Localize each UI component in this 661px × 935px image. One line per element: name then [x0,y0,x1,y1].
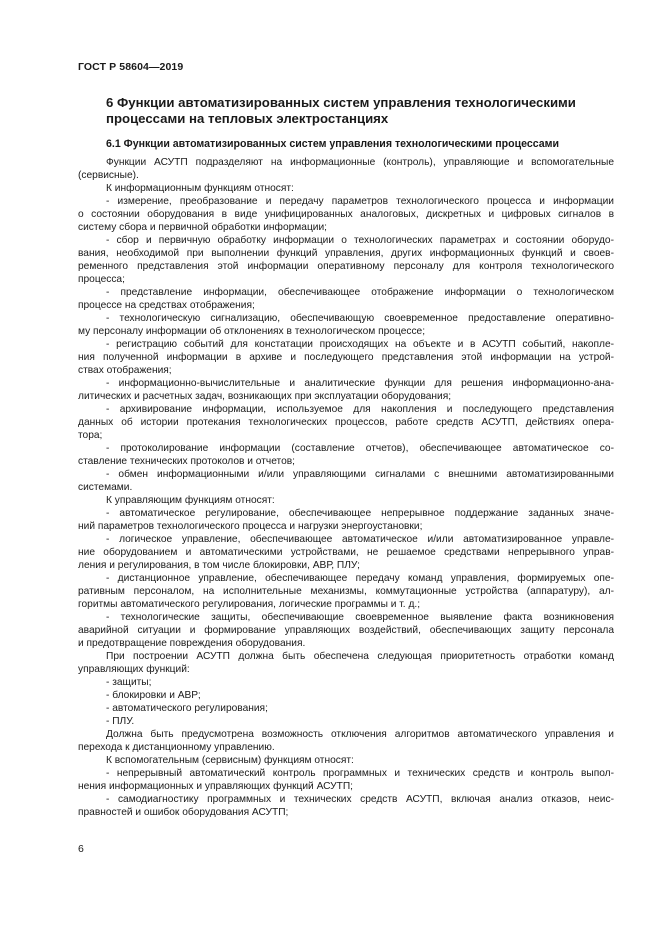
body-text-line: му персоналу информации об отклонениях в технологическом процессе; [78,326,426,337]
body-text-line: - автоматического регулирования; [106,703,268,714]
body-text-line: ния полученной информации в архиве и последующего представления этой информации на устрой- [78,352,614,363]
body-text-line: - представление информации, обеспечивающее отображение информации о технологическом [106,287,614,298]
body-text-line: - дистанционное управление, обеспечивающее передачу команд управления, формируемых опе- [106,573,614,584]
body-text-line: - самодиагностику программных и технических средств АСУТП, включая анализ отказов, неис- [106,794,614,805]
body-text-line: - технологические защиты, обеспечивающие своевременное выявление факта возникновения [106,612,614,623]
body-text-line: - технологическую сигнализацию, обеспечивающую своевременное предоставление оперативно- [106,313,614,324]
body-text-line: систему сбора и первичной обработки информации; [78,222,327,233]
body-text-line: - архивирование информации, используемое для накопления и последующего представления [106,404,614,415]
body-text-line: горитмы автоматического регулирования, логические программы и т. д.; [78,599,421,610]
body-text-line: ременного представления этой информации оперативному персоналу для контроля технологического [78,261,614,272]
section-title [106,95,606,127]
body-text-line: ствах отображения; [78,365,172,376]
body-text-line: литических и расчетных задач, возникающих при эксплуатации оборудования; [78,391,452,402]
body-text-line: и предотвращение повреждения оборудования. [78,638,306,649]
body-text-line: ний параметров технологического процесса и нагрузки энергоустановки; [78,521,423,532]
body-text-line: - сбор и первичную обработку информации о технологических параметрах и состоянии оборудо- [106,235,614,246]
body-text [78,156,614,819]
body-text-line: - обмен информационными и/или управляющими сигналами с внешними автоматизированными [106,469,614,480]
body-text-line: К вспомогательным (сервисным) функциям относят: [106,755,354,766]
standard-code-header: ГОСТ Р 58604—2019 [78,61,184,73]
body-text-line: - логическое управление, обеспечивающее автоматическое и/или автоматизированное управле- [106,534,614,545]
body-text-line: - измерение, преобразование и передачу параметров технологического процесса и информации [106,196,614,207]
body-text-line: системами. [78,482,133,493]
body-text-line: - ПЛУ. [106,716,135,727]
body-text-line: правностей и ошибок оборудования АСУТП; [78,807,289,818]
body-text-line: - непрерывный автоматический контроль программных и технических средств и контроль выпол- [106,768,614,779]
body-text-line: перехода к дистанционному управлению. [78,742,275,753]
body-text-line: вания, необходимой при выполнении функций управления, других информационных функций и своев- [78,248,614,259]
body-text-line: ставление технических протоколов и отчетов; [78,456,295,467]
body-text-line: ративным персоналом, на исполнительные механизмы, коммутационные устройства (аппаратуру), ал- [78,586,614,597]
body-text-line: - блокировки и АВР; [106,690,201,701]
body-text-line: - защиты; [106,677,152,688]
body-text-line: ления и регулирования, в том числе блокировки, АВР, ПЛУ; [78,560,360,571]
body-text-line: Функции АСУТП подразделяют на информационные (контроль), управляющие и вспомогательные [106,157,614,168]
body-text-line: управляющих функций: [78,664,190,675]
section-title-line-2: процессами на тепловых электростанциях [106,111,389,126]
body-text-line: процессе на средствах отображения; [78,300,255,311]
body-text-line: аварийной ситуации и формирование управляющих воздействий, обеспечивающих защиту персонала [78,625,614,636]
section-title-line-1: 6 Функции автоматизированных систем управления технологическими [106,95,576,110]
body-text-line: - протоколирование информации (составление отчетов), обеспечивающее автоматическое со- [106,443,614,454]
subsection-title: 6.1 Функции автоматизированных систем управления технологическими процессами [106,138,560,150]
body-text-line: (сервисные). [78,170,139,181]
body-text-line: - регистрацию событий для констатации происходящих на объекте и в АСУТП событий, накопле- [106,339,614,350]
body-text-line: При построении АСУТП должна быть обеспечена следующая приоритетность отработки команд [106,651,614,662]
body-text-line: тора; [78,430,103,441]
page-number: 6 [78,843,84,855]
body-text-line: - автоматическое регулирование, обеспечивающее непрерывное поддержание заданных значе- [106,508,614,519]
body-text-line: К управляющим функциям относят: [106,495,275,506]
body-text-line: нения информационных и управляющих функций АСУТП; [78,781,354,792]
body-text-line: Должна быть предусмотрена возможность отключения алгоритмов автоматического управления и [106,729,614,740]
body-text-line: данных об истории протекания технологических процессов, работе средств АСУТП, действиях опера- [78,417,614,428]
body-text-line: процесса; [78,274,125,285]
body-text-line: К информационным функциям относят: [106,183,294,194]
body-text-line: - информационно-вычислительные и аналитические функции для решения информационно-ана- [106,378,614,389]
body-text-line: о состоянии оборудования в виде унифицированных аналоговых, дискретных и цифровых сигналов в [78,209,614,220]
body-text-line: ние оборудованием и автоматическими устройствами, не решаемое средствами непрерывного управ- [78,547,614,558]
